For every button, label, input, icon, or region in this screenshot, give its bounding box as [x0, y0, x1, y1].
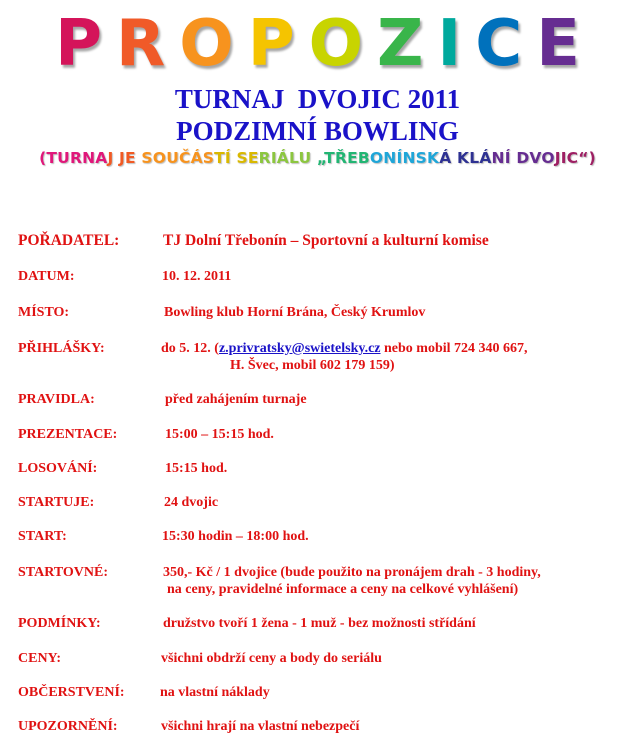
row-label: PŘIHLÁŠKY: — [18, 341, 105, 356]
tournament-subtitle: PODZIMNÍ BOWLING — [176, 116, 459, 146]
heading-letter: R — [116, 7, 166, 81]
row-value-line2: H. Švec, mobil 602 179 159) — [230, 358, 395, 373]
row-label: LOSOVÁNÍ: — [18, 461, 98, 476]
heading-letter: O — [308, 7, 363, 81]
row-value: 15:00 – 15:15 hod. — [165, 427, 274, 442]
heading-letter: E — [536, 7, 580, 81]
row-label: START: — [18, 529, 67, 544]
heading-letter: O — [179, 7, 234, 81]
row-label: PODMÍNKY: — [18, 616, 101, 631]
row-value: Bowling klub Horní Brána, Český Krumlov — [164, 305, 426, 320]
row-label: CENY: — [18, 651, 62, 666]
row-value: 350,- Kč / 1 dvojice (bude použito na pronájem drah - 3 hodiny, — [163, 565, 541, 580]
row-value: všichni hrají na vlastní nebezpečí — [161, 719, 360, 734]
heading-letter: P — [55, 7, 102, 81]
heading-letter: Z — [377, 7, 424, 81]
heading-letter: I — [437, 7, 462, 81]
row-value: TJ Dolní Třebonín – Sportovní a kulturní komise — [163, 232, 489, 249]
row-label: STARTUJE: — [18, 495, 95, 510]
row-value: před zahájením turnaje — [165, 392, 307, 407]
row-value: 15:30 hodin – 18:00 hod. — [162, 529, 309, 544]
heading-letter: C — [475, 7, 523, 81]
row-value: na vlastní náklady — [160, 685, 270, 700]
row-label: OBČERSTVENÍ: — [18, 685, 125, 700]
row-value: 15:15 hod. — [165, 461, 228, 476]
heading-letter: P — [247, 7, 295, 81]
row-label: UPOZORNĚNÍ: — [18, 719, 118, 734]
row-value-line2: na ceny, pravidelné informace a ceny na celkové vyhlášení) — [167, 582, 519, 597]
row-label: PRAVIDLA: — [18, 392, 95, 407]
row-value: 24 dvojic — [164, 495, 219, 510]
propozice-heading — [0, 6, 635, 82]
tournament-title: TURNAJ DVOJIC 2011 — [174, 84, 461, 114]
row-value: všichni obdrží ceny a body do seriálu — [161, 651, 382, 666]
row-value: 10. 12. 2011 — [162, 269, 232, 284]
row-label: POŘADATEL: — [18, 232, 120, 249]
row-label: PREZENTACE: — [18, 427, 118, 442]
row-value: do 5. 12. (z.privratsky@swietelsky.cz nebo mobil 724 340 667, — [161, 341, 528, 356]
row-label: STARTOVNÉ: — [18, 565, 109, 580]
row-value: družstvo tvoří 1 žena - 1 muž - bez možnosti střídání — [163, 616, 476, 631]
row-label: DATUM: — [18, 269, 75, 284]
email-link[interactable]: z.privratsky@swietelsky.cz — [218, 341, 381, 356]
series-note: (TURNAJ JE SOUČÁSTÍ SERIÁLU „TŘEBONÍNSKÁ KLÁNÍ DVOJIC“) — [39, 149, 596, 167]
row-label: MÍSTO: — [18, 305, 70, 320]
